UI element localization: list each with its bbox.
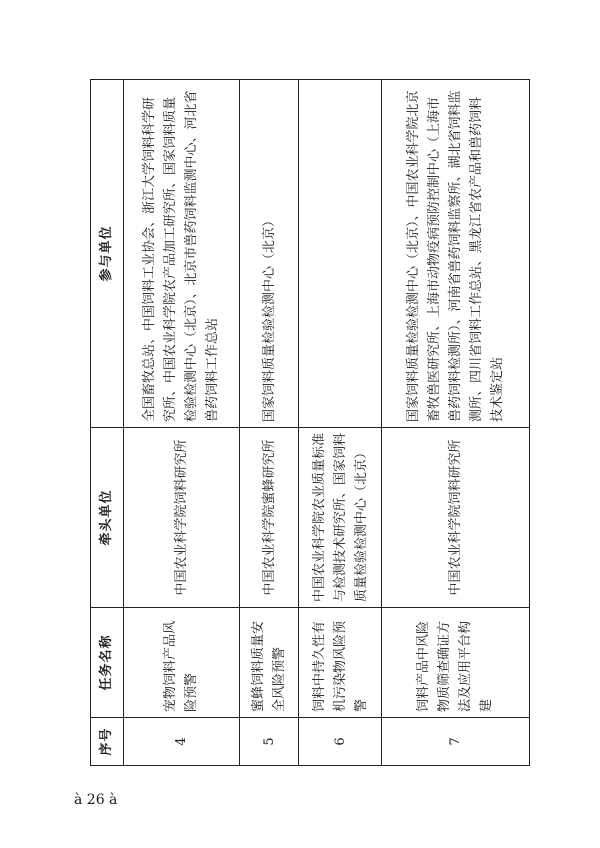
- table-row: [381, 80, 529, 766]
- row-no: 7: [381, 718, 529, 766]
- row-no: 4: [123, 718, 239, 766]
- row-lead: 中国农业科学院饲料研究所: [381, 428, 529, 608]
- row-partners: 国家饲料质量检验检测中心（北京）: [240, 80, 299, 428]
- page-number: à 26 à: [74, 792, 118, 808]
- table-row: [240, 80, 299, 766]
- row-partners: 全国畜牧总站、中国饲料工业协会、浙江大学饲料科学研究所、中国农业科学院农产品加工研究所、国家饲料质量检验检测中心（北京）、北京市兽药饲料监测中心、河北省兽药饲料工作总站: [123, 80, 239, 428]
- row-lead: 中国农业科学院饲料研究所: [123, 428, 239, 608]
- row-partners: [299, 80, 382, 428]
- table-row: [299, 80, 382, 766]
- row-no: 6: [299, 718, 382, 766]
- rotated-table-wrapper: [90, 80, 530, 766]
- header-partners: 参与单位: [91, 80, 124, 428]
- row-task: 饲料中持久性有机污染物风险预警: [299, 608, 382, 718]
- row-task: 宠物饲料产品风险预警: [123, 608, 239, 718]
- row-lead: 中国农业科学院蜜蜂研究所: [240, 428, 299, 608]
- header-lead: 牵头单位: [91, 428, 124, 608]
- header-no: 序号: [91, 718, 124, 766]
- table-header-row: [91, 80, 124, 766]
- row-lead: 中国农业科学院农业质量标准与检测技术研究所、国家饲料质量检验检测中心（北京）: [299, 428, 382, 608]
- task-table: [90, 79, 530, 766]
- table-row: [123, 80, 239, 766]
- header-task: 任务名称: [91, 608, 124, 718]
- row-task: 蜜蜂饲料质量安全风险预警: [240, 608, 299, 718]
- row-partners: 国家饲料质量检验检测中心（北京）、中国农业科学院北京畜牧兽医研究所、上海市动物疫病预防控制中心（上海市兽药饲料检测所）、河南省兽药饲料监察所、湖北省饲料监测所、四川省饲料工作总站、黑龙江省农产品和兽药饲料技术鉴定站: [381, 80, 529, 428]
- row-task: 饲料产品中风险物质筛查确证方法及应用平台构建: [381, 608, 529, 718]
- row-no: 5: [240, 718, 299, 766]
